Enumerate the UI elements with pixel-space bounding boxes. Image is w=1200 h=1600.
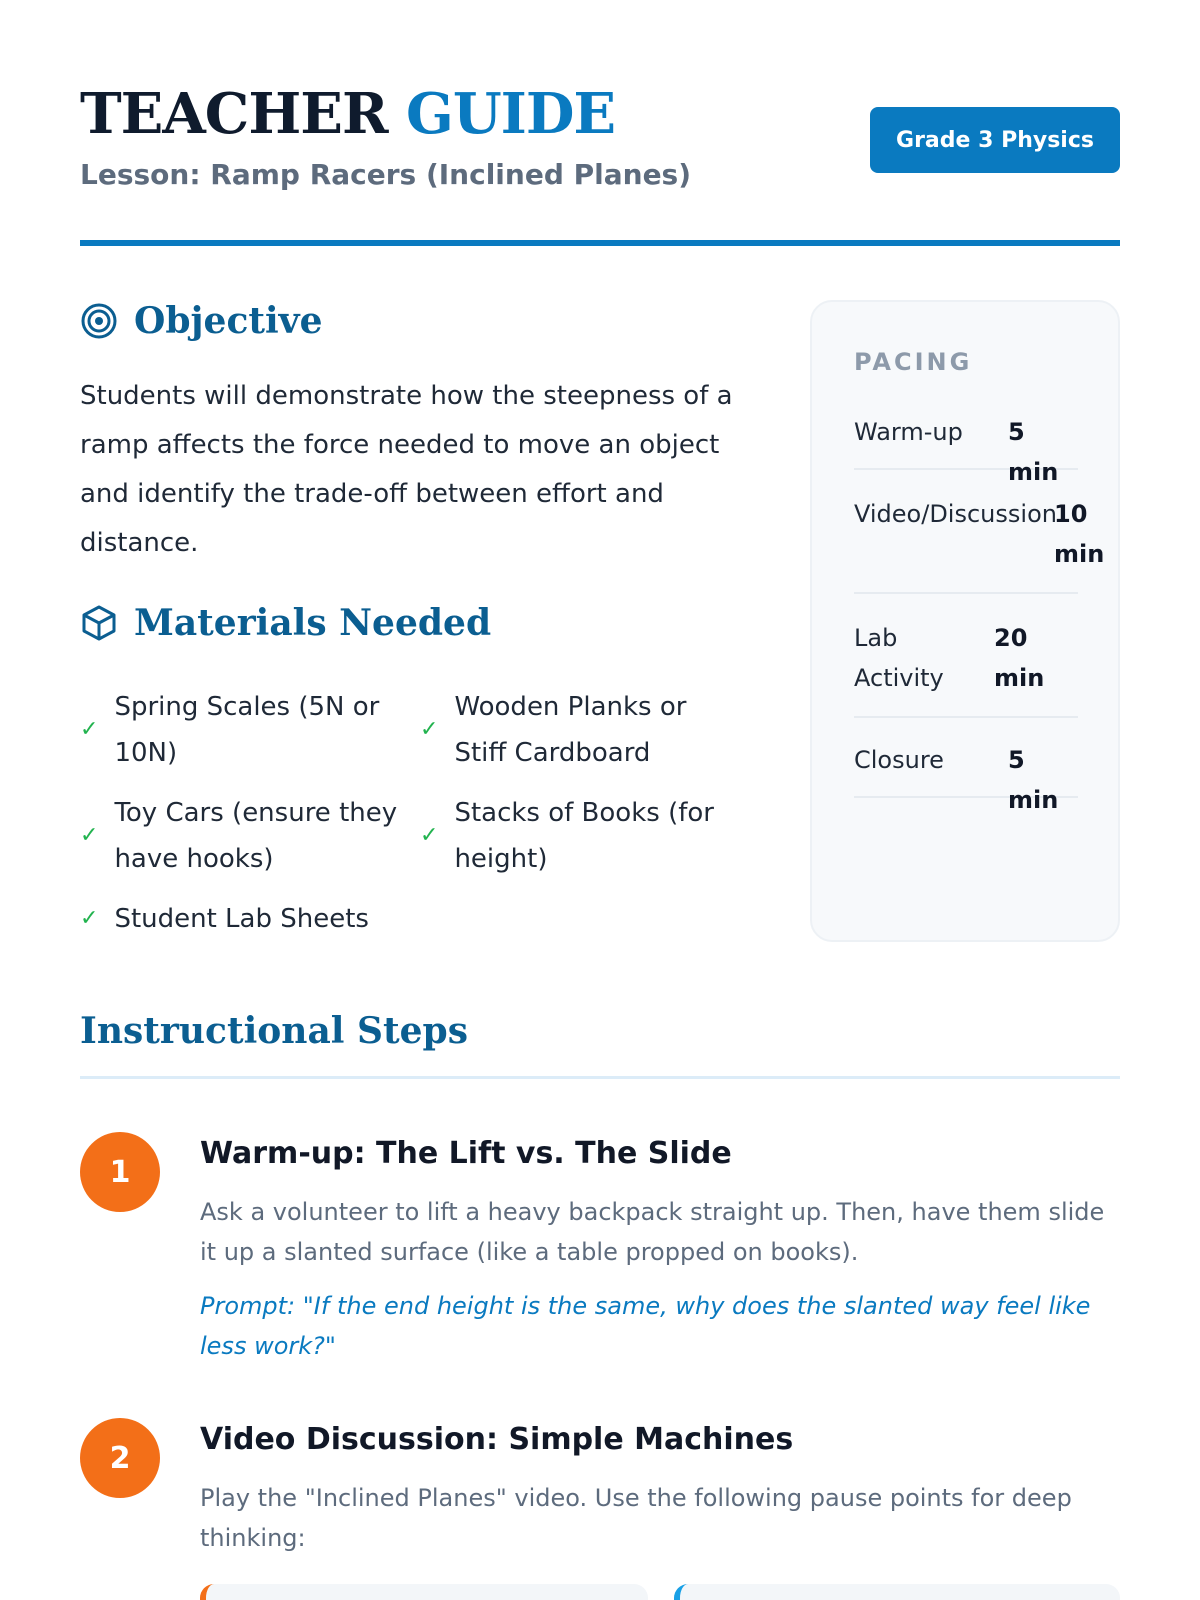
check-icon: ✓	[80, 717, 99, 742]
header-divider	[80, 240, 1120, 246]
title-part-teacher: TEACHER	[80, 81, 388, 147]
check-icon: ✓	[80, 906, 99, 931]
material-label: Student Lab Sheets	[114, 904, 369, 934]
list-item	[420, 684, 740, 776]
material-label: Wooden Planks or Stiff Cardboard	[454, 692, 687, 768]
step-title: Video Discussion: Simple Machines	[200, 1422, 794, 1457]
pacing-value: 20 min	[994, 624, 1045, 692]
step-number-badge: 2	[80, 1418, 160, 1498]
pacing-title: PACING	[854, 348, 973, 376]
steps-divider	[80, 1076, 1120, 1079]
materials-heading	[80, 602, 491, 644]
page-title	[80, 81, 616, 147]
pause-point-card	[200, 1584, 648, 1600]
step-number-badge: 1	[80, 1132, 160, 1212]
title-part-guide: GUIDE	[406, 81, 616, 147]
pacing-row	[854, 736, 1078, 814]
step-description: Play the "Inclined Planes" video. Use the following pause points for deep thinking:	[200, 1484, 1072, 1552]
pacing-row	[854, 408, 1078, 486]
page-header	[80, 80, 1120, 250]
steps-heading: Instructional Steps	[80, 1010, 468, 1052]
pacing-label: Closure	[854, 746, 944, 774]
materials-heading-text: Materials Needed	[134, 602, 492, 644]
check-icon: ✓	[420, 717, 439, 742]
step-title: Warm-up: The Lift vs. The Slide	[200, 1136, 732, 1171]
target-icon	[80, 302, 118, 340]
pacing-value: 5 min	[1008, 746, 1059, 814]
step-description: Ask a volunteer to lift a heavy backpack straight up. Then, have them slide it up a slanted surface (like a table propped on books).	[200, 1198, 1105, 1266]
cube-icon	[80, 604, 118, 642]
material-label: Toy Cars (ensure they have hooks)	[114, 798, 398, 874]
pacing-value: 5 min	[1008, 418, 1059, 486]
list-item	[80, 896, 480, 942]
pacing-row	[854, 614, 1078, 718]
check-icon: ✓	[420, 823, 439, 848]
list-item	[80, 790, 410, 882]
objective-text: Students will demonstrate how the steepness of a ramp affects the force needed to move an object and identify the trade-off between effort and distance.	[80, 381, 733, 558]
pacing-card	[810, 300, 1120, 942]
list-item	[420, 790, 740, 882]
pause-point-card	[674, 1584, 1120, 1600]
grade-badge: Grade 3 Physics	[870, 107, 1120, 173]
pacing-label: Video/Discussion	[854, 500, 1057, 528]
check-icon: ✓	[80, 823, 99, 848]
pacing-label: Lab Activity	[854, 624, 944, 692]
pacing-label: Warm-up	[854, 418, 963, 446]
step-prompt: Prompt: "If the end height is the same, why does the slanted way feel like less work?"	[200, 1292, 1091, 1360]
lesson-subtitle: Lesson: Ramp Racers (Inclined Planes)	[80, 158, 692, 191]
objective-heading-text: Objective	[134, 300, 323, 342]
objective-heading	[80, 300, 323, 342]
pacing-value: 10 min	[1054, 500, 1105, 568]
list-item	[80, 684, 400, 776]
material-label: Spring Scales (5N or 10N)	[114, 692, 380, 768]
pacing-row	[854, 490, 1105, 594]
material-label: Stacks of Books (for height)	[454, 798, 714, 874]
